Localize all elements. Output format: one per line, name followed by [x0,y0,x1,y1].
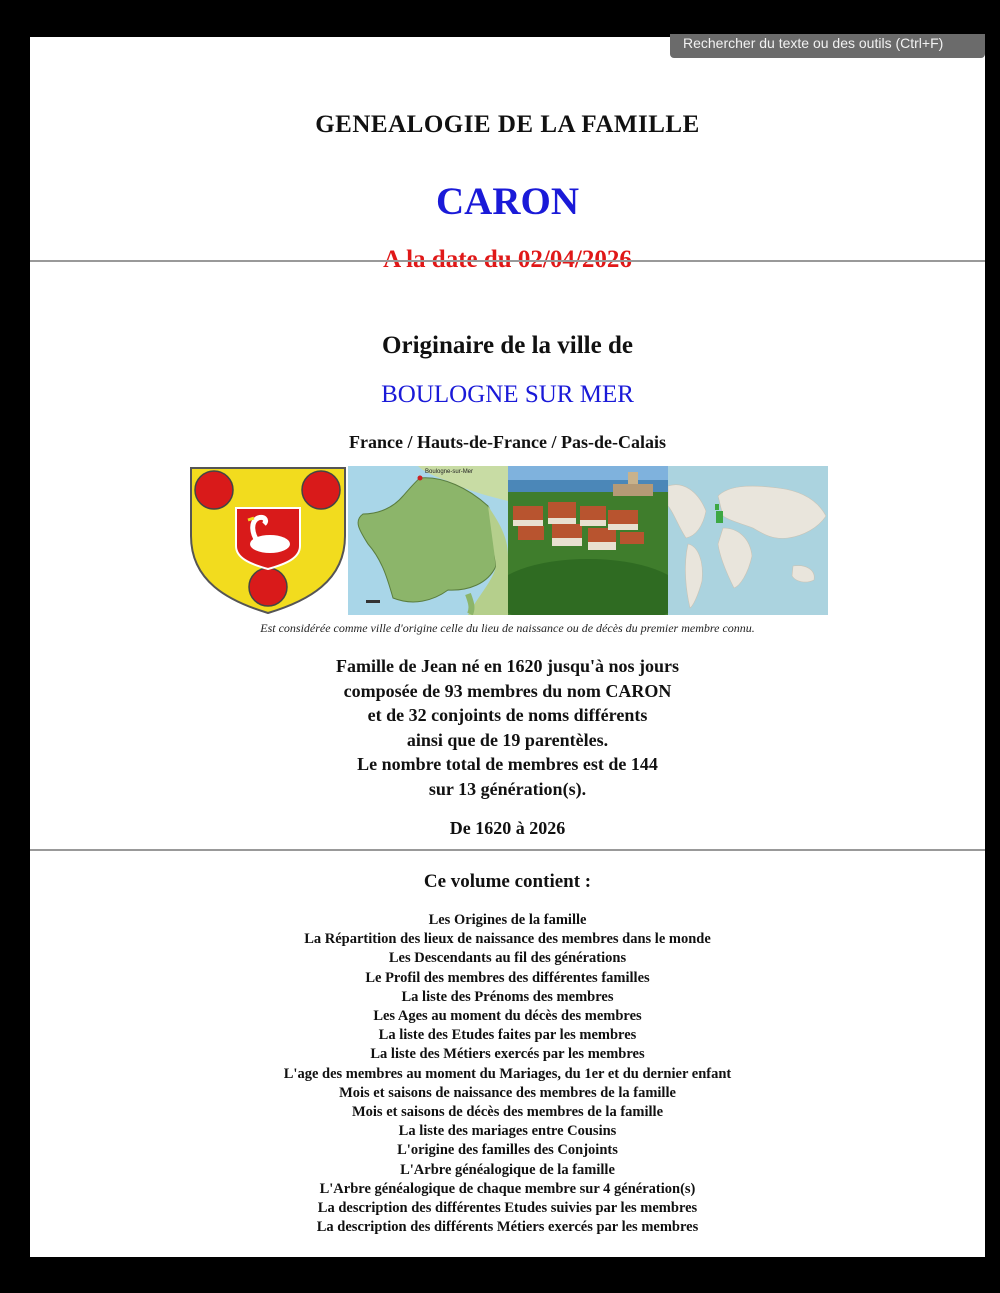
contents-item: Les Descendants au fil des générations [388,950,627,967]
origin-region: France / Hauts-de-France / Pas-de-Calais [349,432,666,452]
contents-item: Le Profil des membres des différentes familles [365,969,650,986]
contents-item: Les Ages au moment du décès des membres [373,1008,642,1025]
contents-item: La description des différents Métiers exercés par les membres [316,1219,699,1236]
divider [30,260,985,262]
origin-heading: Originaire de la ville de [382,332,633,359]
family-name: CARON [436,180,579,223]
date-line: A la date du 02/04/2026 [383,246,632,273]
town-photo-image [508,466,668,615]
summary-line: Le nombre total de membres est de 144 [357,754,658,774]
summary-line: composée de 93 membres du nom CARON [343,680,672,701]
contents-item: L'Arbre généalogique de chaque membre sur 4 génération(s) [319,1180,696,1197]
contents-item: La Répartition des lieux de naissance des membres dans le monde [304,931,711,948]
contents-item: Mois et saisons de décès des membres de la famille [351,1104,664,1121]
contents-item: Mois et saisons de naissance des membres de la famille [339,1084,676,1101]
france-map-image [348,466,508,615]
contents-item: La description des différentes Etudes suivies par les membres [317,1200,698,1217]
document-page [30,37,985,1257]
contents-list [30,911,985,1237]
divider [30,849,985,851]
contents-item: La liste des Métiers exercés par les membres [370,1046,645,1063]
contents-item: La liste des Prénoms des membres [401,988,614,1005]
period-line: De 1620 à 2026 [449,818,566,838]
origin-image-strip [188,466,828,615]
map-label: Boulogne-sur-Mer [425,469,474,475]
contents-heading: Ce volume contient : [423,871,592,892]
world-map-image [668,466,828,615]
origin-caption: Est considérée comme ville d'origine celle du lieu de naissance ou de décès du premier membre connu. [260,621,755,635]
contents-item: L'age des membres au moment du Mariages, du 1er et du dernier enfant [283,1065,732,1082]
summary-line: ainsi que de 19 parentèles. [406,729,609,750]
contents-item: L'origine des familles des Conjoints [397,1142,618,1159]
summary-line: sur 13 génération(s). [428,778,587,799]
origin-city: BOULOGNE SUR MER [381,381,634,408]
document-title: GENEALOGIE DE LA FAMILLE [315,111,700,138]
contents-item: L'Arbre généalogique de la famille [400,1161,615,1178]
contents-item: La liste des mariages entre Cousins [398,1123,617,1140]
contents-item: La liste des Etudes faites par les membres [378,1027,637,1044]
summary-line: Famille de Jean né en 1620 jusqu'à nos jours [335,656,680,676]
family-summary [30,654,985,801]
find-tooltip: Rechercher du texte ou des outils (Ctrl+F) [670,34,985,58]
summary-line: et de 32 conjoints de noms différents [367,705,648,725]
contents-item: Les Origines de la famille [428,912,587,928]
coat-of-arms-image [188,466,348,615]
